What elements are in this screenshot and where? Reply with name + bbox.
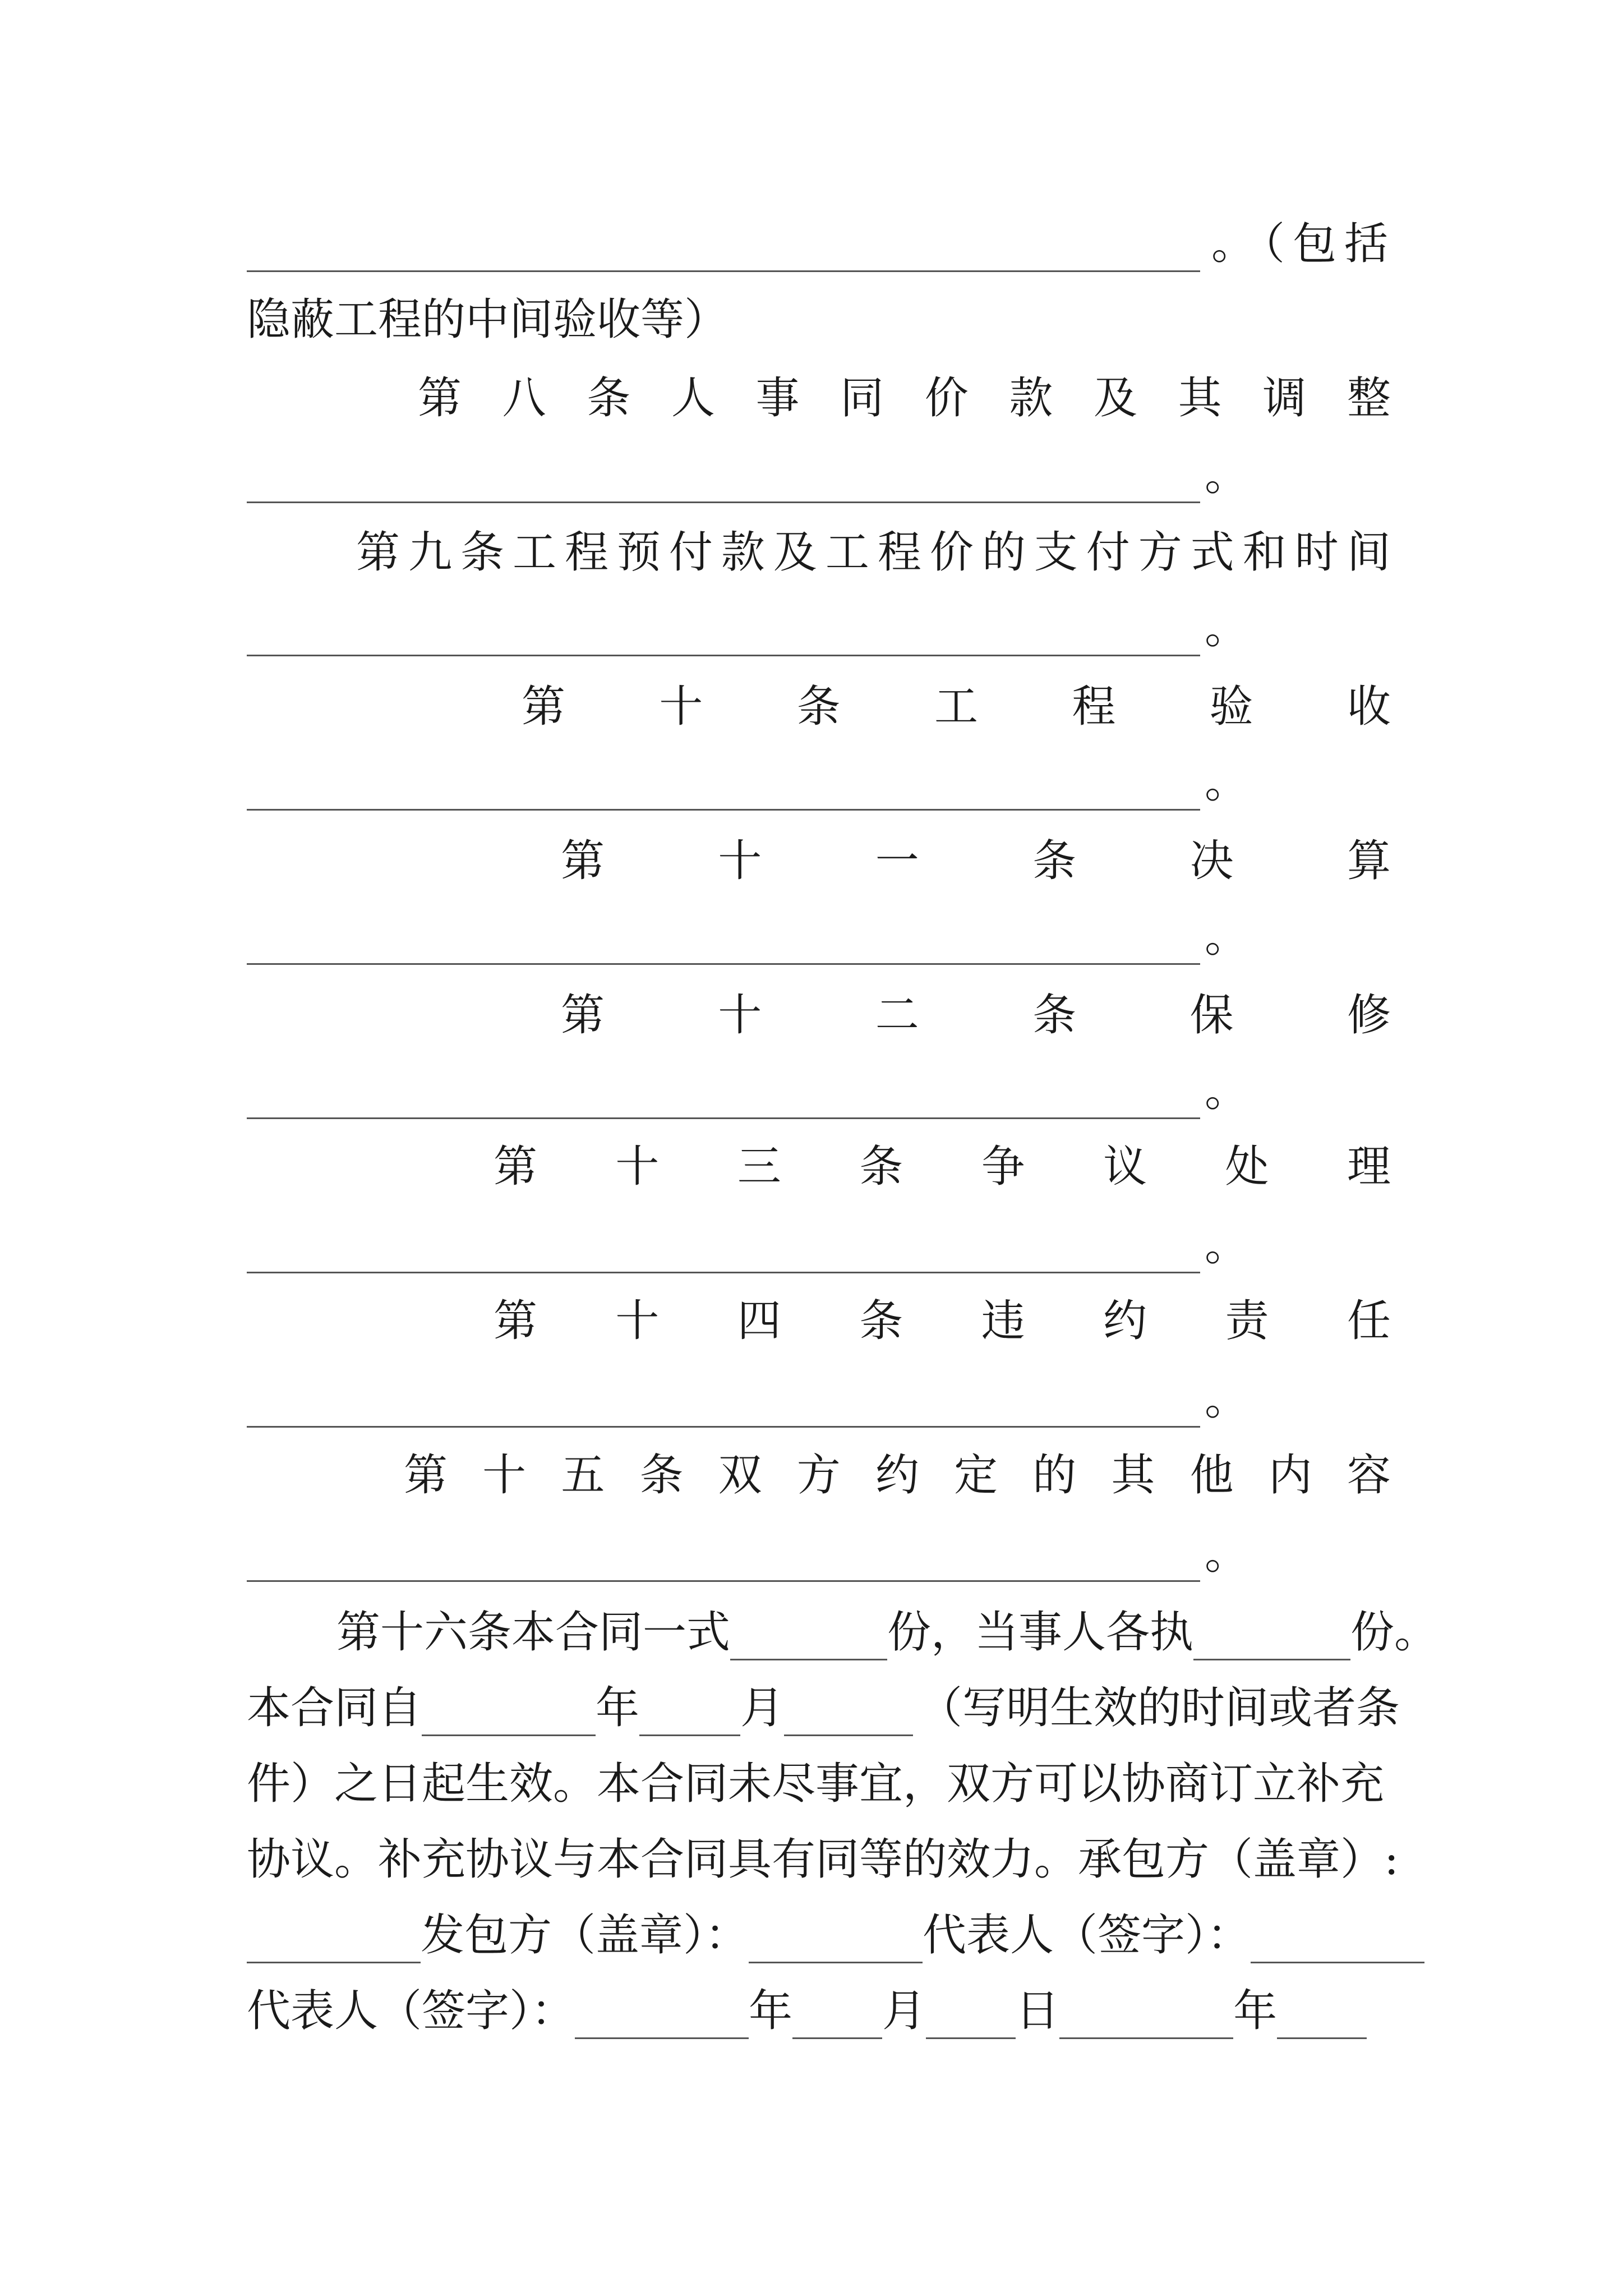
year-blank — [422, 1695, 596, 1736]
article-16-text: 代表人（签字）： — [247, 1986, 575, 2036]
heading-char: 内 — [1268, 1450, 1312, 1501]
heading-char: 约 — [875, 1450, 919, 1501]
heading-char: 的 — [1032, 1450, 1077, 1501]
heading-char: 其 — [1178, 373, 1222, 424]
heading-char: 五 — [561, 1450, 605, 1501]
heading-char: 价 — [929, 527, 974, 578]
heading-char: 第 — [561, 990, 605, 1041]
article-13-heading — [494, 1139, 1391, 1195]
article-16-text: 年 — [749, 1986, 793, 2036]
article-12-heading — [561, 987, 1391, 1043]
article-14-heading — [494, 1293, 1391, 1349]
heading-char: 保 — [1189, 990, 1234, 1041]
article-16-line-1 — [336, 1604, 1438, 1660]
heading-char: 款 — [721, 527, 765, 578]
article-16-text: 份，当事人各执 — [887, 1607, 1194, 1658]
heading-char: 决 — [1189, 836, 1234, 886]
heading-char: 第 — [522, 682, 566, 732]
article-16-text: 年 — [596, 1683, 640, 1733]
heading-char: 程 — [877, 527, 921, 578]
period: 。 — [1205, 1220, 1249, 1271]
heading-char: 修 — [1347, 990, 1391, 1041]
heading-char: 三 — [737, 1142, 781, 1192]
heading-char: 约 — [1103, 1296, 1147, 1346]
text-line-2: 隐蔽工程的中间验收等） — [247, 295, 728, 345]
heading-char: 程 — [564, 527, 608, 578]
heading-char: 条 — [460, 527, 504, 578]
fill-blank — [247, 1232, 1200, 1273]
contractor-seal-blank — [247, 1922, 421, 1963]
period: 。 — [1205, 1529, 1249, 1579]
year-blank — [1059, 1998, 1233, 2039]
heading-char: 双 — [718, 1450, 762, 1501]
article-16-text: 月 — [740, 1683, 785, 1733]
period: 。 — [1205, 912, 1249, 962]
article-16-line-5 — [247, 1907, 1391, 1963]
heading-char: 的 — [981, 527, 1026, 578]
heading-char: 争 — [981, 1142, 1025, 1192]
heading-char: 八 — [502, 373, 546, 424]
article-14-blank — [247, 1372, 1391, 1428]
period: 。 — [1205, 757, 1249, 808]
article-10-blank — [247, 754, 1391, 811]
heading-char: 第 — [356, 527, 400, 578]
heading-char: 时 — [1294, 527, 1339, 578]
text-line-1-tail: 。（包括 — [1211, 219, 1396, 269]
heading-char: 整 — [1347, 373, 1391, 424]
heading-char: 及 — [1094, 373, 1138, 424]
article-16-line-2 — [247, 1680, 1400, 1736]
fill-blank — [247, 615, 1200, 656]
article-16-text: 份。 — [1350, 1607, 1438, 1658]
article-16-text: 发包方（盖章）： — [421, 1910, 749, 1961]
heading-char: 人 — [671, 373, 715, 424]
heading-char: 十 — [482, 1450, 527, 1501]
heading-char: 议 — [1103, 1142, 1147, 1192]
copies-total-blank — [730, 1619, 887, 1660]
day-blank — [784, 1695, 913, 1736]
heading-char: 条 — [587, 373, 631, 424]
article-16-text: 本合同自 — [247, 1683, 422, 1733]
heading-char: 工 — [825, 527, 869, 578]
month-blank — [639, 1695, 740, 1736]
article-16-text: 月 — [882, 1986, 926, 2036]
article-12-blank — [247, 1063, 1391, 1119]
period: 。 — [1205, 603, 1249, 654]
heading-char: 条 — [1032, 836, 1077, 886]
heading-char: 同 — [840, 373, 884, 424]
article-16-text: （写明生效的时间或者条 — [919, 1683, 1400, 1733]
article-16-text: 日 — [1016, 1986, 1060, 2036]
heading-char: 理 — [1347, 1142, 1391, 1192]
copies-each-blank — [1193, 1619, 1350, 1660]
article-15-heading — [404, 1447, 1391, 1503]
article-11-blank — [247, 909, 1391, 965]
heading-char: 付 — [1086, 527, 1130, 578]
heading-char: 十 — [659, 682, 703, 732]
heading-char: 一 — [875, 836, 919, 886]
heading-char: 任 — [1347, 1296, 1391, 1346]
month-blank — [1277, 1998, 1367, 2039]
heading-char: 十 — [718, 836, 762, 886]
period: 。 — [1205, 1066, 1249, 1116]
heading-char: 条 — [796, 682, 841, 732]
fill-blank — [247, 231, 1200, 272]
heading-char: 第 — [561, 836, 605, 886]
fill-blank — [247, 924, 1200, 965]
heading-char: 他 — [1189, 1450, 1234, 1501]
heading-char: 九 — [408, 527, 452, 578]
sign-blank — [575, 1998, 749, 2039]
fill-blank — [247, 1078, 1200, 1119]
heading-char: 预 — [616, 527, 661, 578]
employer-seal-blank — [749, 1922, 923, 1963]
fill-blank — [247, 770, 1200, 811]
article-16-line-3: 件）之日起生效。本合同未尽事宜，双方可以协商订立补充 — [247, 1759, 1385, 1809]
article-9-heading — [356, 524, 1391, 581]
article-16-text: 代表人（签字）： — [923, 1910, 1251, 1961]
fill-blank — [247, 1387, 1200, 1428]
heading-char: 第 — [404, 1450, 448, 1501]
heading-char: 款 — [1009, 373, 1053, 424]
heading-char: 违 — [981, 1296, 1025, 1346]
heading-char: 其 — [1111, 1450, 1155, 1501]
heading-char: 间 — [1347, 527, 1391, 578]
heading-char: 十 — [615, 1296, 660, 1346]
heading-char: 方 — [1138, 527, 1182, 578]
heading-char: 第 — [494, 1296, 538, 1346]
heading-char: 方 — [796, 1450, 841, 1501]
article-16-text: 年 — [1233, 1986, 1278, 2036]
heading-char: 及 — [773, 527, 817, 578]
article-15-blank — [247, 1526, 1391, 1582]
article-16-line-6 — [247, 1983, 1391, 2039]
heading-char: 和 — [1242, 527, 1287, 578]
article-8-heading — [418, 370, 1391, 426]
article-10-heading — [522, 679, 1391, 735]
heading-char: 算 — [1347, 836, 1391, 886]
heading-char: 第 — [418, 373, 462, 424]
heading-char: 事 — [755, 373, 800, 424]
heading-char: 处 — [1225, 1142, 1269, 1192]
heading-char: 责 — [1225, 1296, 1269, 1346]
heading-char: 价 — [924, 373, 969, 424]
heading-char: 二 — [875, 990, 919, 1041]
article-8-blank — [247, 447, 1391, 503]
heading-char: 付 — [668, 527, 713, 578]
blank-line-1 — [247, 216, 1396, 272]
heading-char: 条 — [639, 1450, 684, 1501]
heading-char: 收 — [1347, 682, 1391, 732]
heading-char: 定 — [954, 1450, 998, 1501]
article-16-line-4: 协议。补充协议与本合同具有同等的效力。承包方（盖章）: — [247, 1834, 1399, 1885]
heading-char: 容 — [1347, 1450, 1391, 1501]
article-13-blank — [247, 1217, 1391, 1273]
representative-sign-blank — [1251, 1922, 1424, 1963]
period: 。 — [1205, 1374, 1249, 1425]
heading-char: 条 — [859, 1296, 903, 1346]
heading-char: 式 — [1190, 527, 1234, 578]
fill-blank — [247, 462, 1200, 503]
month-blank — [792, 1998, 882, 2039]
article-9-blank — [247, 600, 1391, 656]
period: 。 — [1205, 450, 1249, 500]
heading-char: 验 — [1209, 682, 1253, 732]
article-16-text: 第十六条本合同一式 — [336, 1607, 731, 1658]
heading-char: 十 — [615, 1142, 660, 1192]
heading-char: 支 — [1034, 527, 1078, 578]
heading-char: 四 — [737, 1296, 781, 1346]
heading-char: 十 — [718, 990, 762, 1041]
article-11-heading — [561, 833, 1391, 889]
heading-char: 工 — [934, 682, 978, 732]
day-blank — [926, 1998, 1016, 2039]
heading-char: 条 — [1032, 990, 1077, 1041]
heading-char: 条 — [859, 1142, 903, 1192]
heading-char: 工 — [512, 527, 556, 578]
heading-char: 第 — [494, 1142, 538, 1192]
fill-blank — [247, 1541, 1200, 1582]
heading-char: 调 — [1262, 373, 1307, 424]
heading-char: 程 — [1072, 682, 1116, 732]
